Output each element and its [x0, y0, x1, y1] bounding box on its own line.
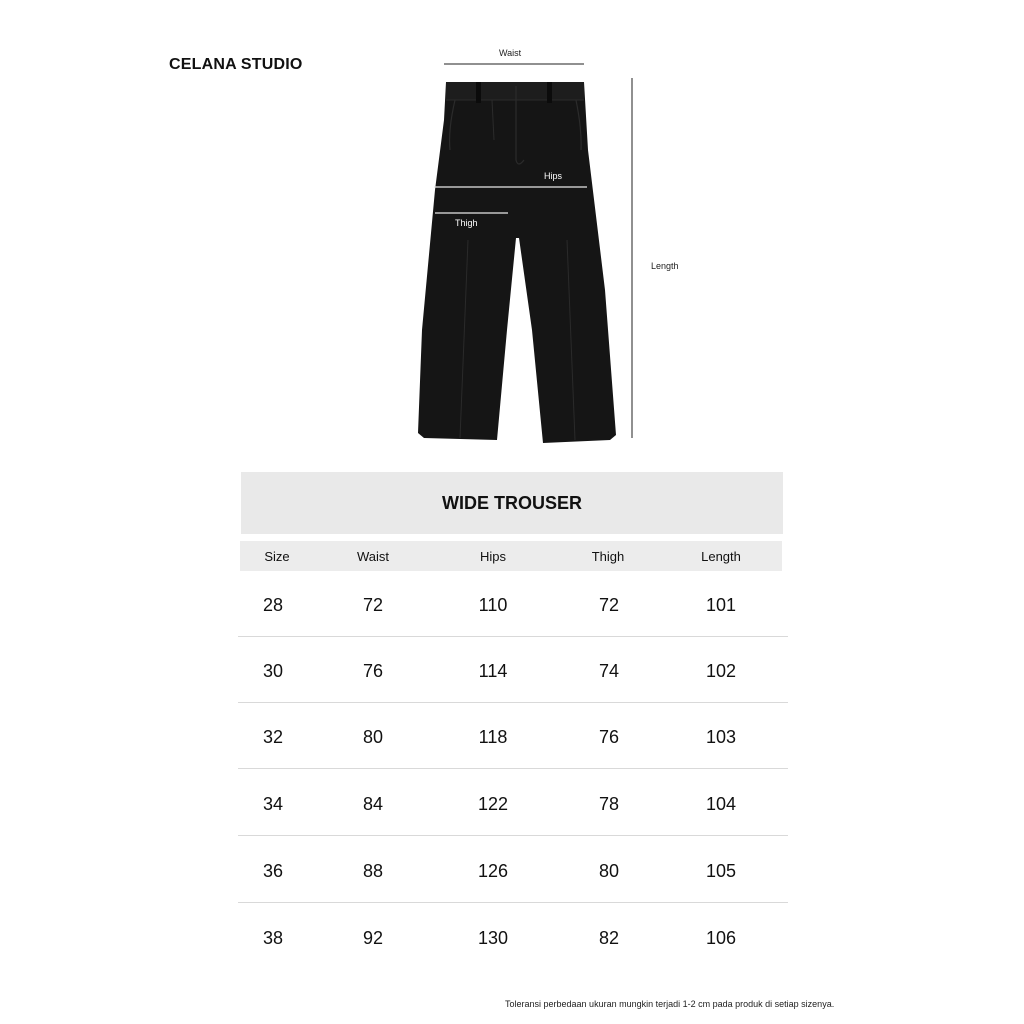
hips-label: Hips: [544, 171, 563, 181]
cell-waist: 92: [362, 928, 384, 948]
cell-waist: 76: [362, 661, 384, 681]
cell-length: 105: [705, 861, 737, 881]
column-header-waist: Waist: [356, 549, 390, 564]
table-row: [238, 703, 788, 769]
cell-waist: 72: [362, 595, 384, 615]
cell-thigh: 76: [598, 727, 620, 747]
cell-size: 38: [262, 928, 284, 948]
trouser-measurement-figure: [0, 0, 1024, 470]
brand-logo: CELANA STUDIO: [169, 56, 303, 73]
belt-loop: [547, 82, 552, 103]
cell-thigh: 80: [598, 861, 620, 881]
cell-size: 30: [262, 661, 284, 681]
table-row: [238, 637, 788, 703]
waistband: [446, 82, 584, 100]
trouser-illustration: [0, 0, 1024, 470]
column-header-thigh: Thigh: [591, 549, 625, 564]
belt-loop: [476, 82, 481, 103]
table-header: [240, 541, 782, 571]
cell-length: 102: [705, 661, 737, 681]
length-label: Length: [651, 261, 679, 271]
cell-length: 106: [705, 928, 737, 948]
cell-hips: 110: [478, 595, 508, 615]
cell-thigh: 82: [598, 928, 620, 948]
cell-size: 34: [262, 794, 284, 814]
table-row: [238, 571, 788, 637]
cell-thigh: 72: [598, 595, 620, 615]
cell-hips: 118: [478, 727, 508, 747]
tolerance-note: Toleransi perbedaan ukuran mungkin terjadi 1-2 cm pada produk di setiap sizenya.: [505, 999, 835, 1009]
cell-length: 103: [705, 727, 737, 747]
cell-waist: 88: [362, 861, 384, 881]
cell-size: 32: [262, 727, 284, 747]
trouser-shape: [418, 82, 616, 443]
column-header-length: Length: [701, 549, 741, 564]
cell-thigh: 74: [598, 661, 620, 681]
cell-size: 36: [262, 861, 284, 881]
cell-size: 28: [262, 595, 284, 615]
table-title: WIDE TROUSER: [241, 472, 783, 534]
cell-hips: 122: [477, 794, 509, 814]
cell-length: 104: [705, 794, 737, 814]
table-row: [238, 770, 788, 836]
column-header-hips: Hips: [479, 549, 507, 564]
cell-length: 101: [705, 595, 737, 615]
column-header-size: Size: [264, 549, 290, 564]
table-row: [238, 837, 788, 903]
table-row: [238, 904, 788, 970]
cell-hips: 126: [477, 861, 509, 881]
cell-waist: 80: [362, 727, 384, 747]
waist-label: Waist: [499, 48, 522, 58]
cell-waist: 84: [362, 794, 384, 814]
thigh-label: Thigh: [455, 218, 478, 228]
cell-hips: 130: [477, 928, 509, 948]
cell-thigh: 78: [598, 794, 620, 814]
cell-hips: 114: [478, 661, 508, 681]
